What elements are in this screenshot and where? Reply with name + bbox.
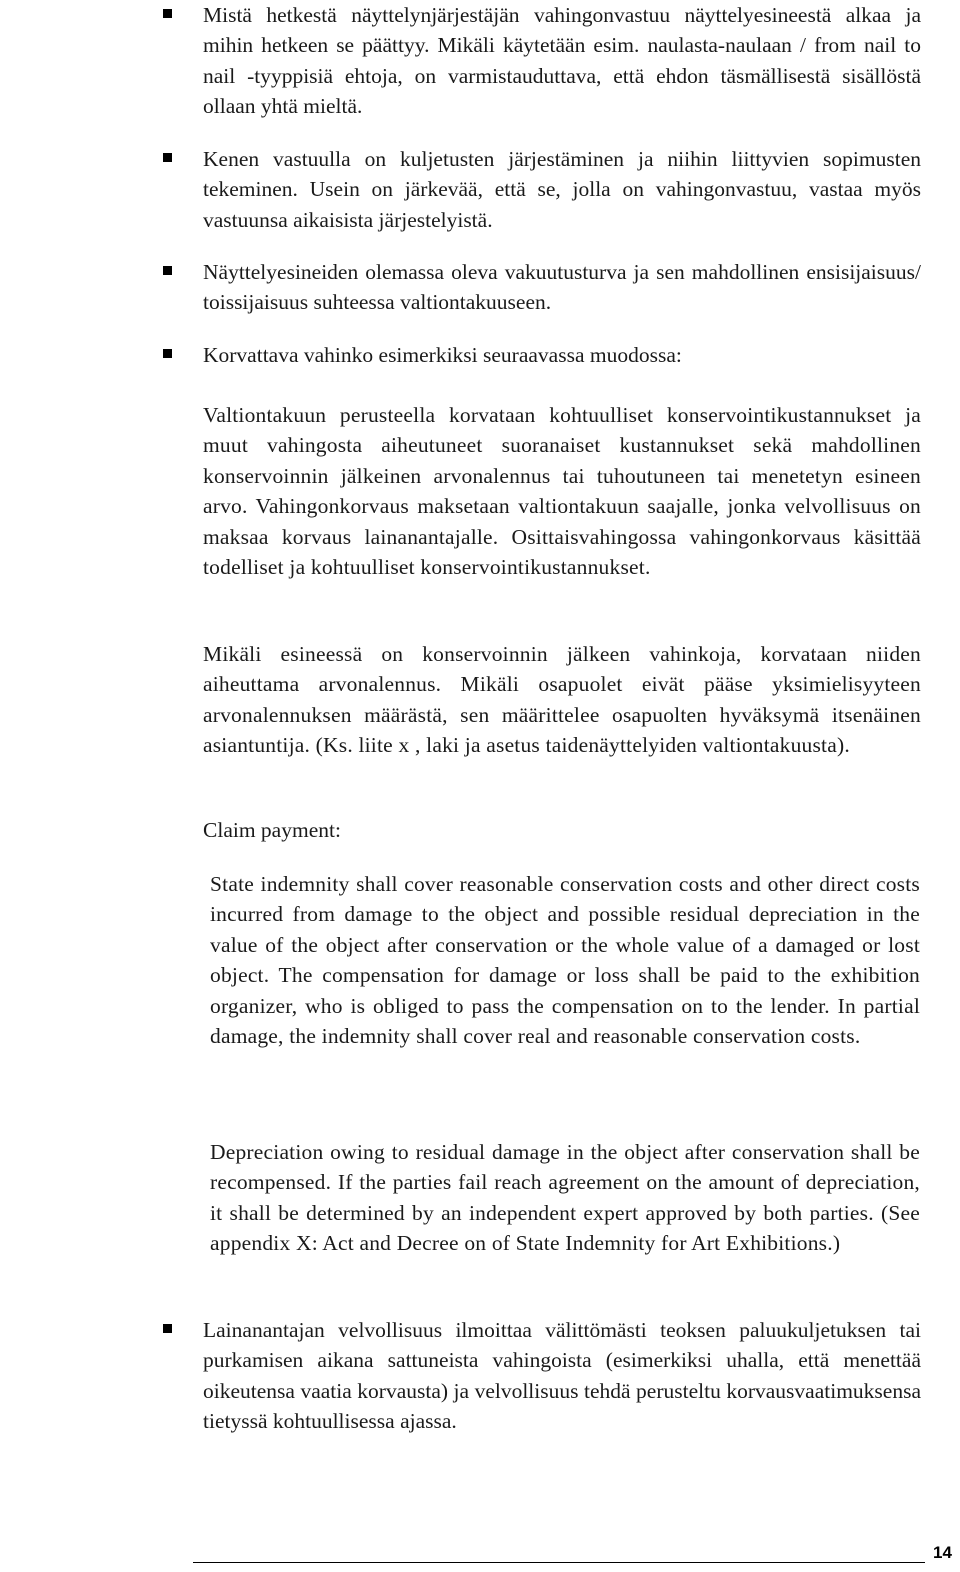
claim-payment-label: Claim payment: bbox=[203, 818, 341, 842]
finnish-paragraph-compensation: Valtiontakuun perusteella korvataan kohtuulliset konservointikustannukset ja muut vahingosta aiheutuneet suoranaiset kustannukset sekä mahdollinen konservoinnin jälkeinen arvonalennus tai tuhoutuneen tai menetetyn esineen arvo. Vahingonkorvaus maksetaan valtiontakuun saajalle, jonka velvollisuus on maksaa korvaus lainanantajalle. Osittaisvahingossa vahingonkorvaus käsittää todelliset ja kohtuulliset konservointikustannukset. bbox=[203, 403, 921, 580]
bullet-square-icon bbox=[163, 349, 172, 358]
bullet-square-icon bbox=[163, 1324, 172, 1333]
english-paragraph-indemnity: State indemnity shall cover reasonable conservation costs and other direct costs incurred from damage to the object and possible residual depreciation in the value of the object after conservation or the whole value of a damaged or lost object. The compensation for damage or loss shall be paid to the exhibition organizer, who is obliged to pass the compensation on to the lender. In partial damage, the indemnity shall cover real and reasonable conservation costs. bbox=[210, 872, 920, 1049]
page-number: 14 bbox=[933, 1543, 952, 1562]
bullet-square-icon bbox=[163, 266, 172, 275]
bullet-item-liability-period: Mistä hetkestä näyttelynjärjestäjän vahingonvastuu näyttelyesineestä alkaa ja mihin hetkeen se päättyy. Mikäli käytetään esim. naulasta-naulaan / from nail to nail -tyyppisiä ehtoja, on varmistauduttava, että ehdon täsmällisestä sisällöstä ollaan yhtä mieltä. bbox=[203, 3, 921, 119]
finnish-paragraph-depreciation: Mikäli esineessä on konservoinnin jälkeen vahinkoja, korvataan niiden aiheuttama arvonalennus. Mikäli osapuolet eivät pääse yksimielisyyteen arvonalennuksen määrästä, sen määrittelee osapuolten hyväksymä itsenäinen asiantuntija. (Ks. liite x , laki ja asetus taidenäyttelyiden valtiontakuusta). bbox=[203, 642, 921, 758]
bullet-square-icon bbox=[163, 9, 172, 18]
bullet-item-insurance: Näyttelyesineiden olemassa oleva vakuutusturva ja sen mahdollinen ensisijaisuus/ toissijaisuus suhteessa valtiontakuuseen. bbox=[203, 260, 921, 315]
bullet-square-icon bbox=[163, 153, 172, 162]
english-paragraph-depreciation: Depreciation owing to residual damage in the object after conservation shall be recompensed. If the parties fail reach agreement on the amount of depreciation, it shall be determined by an independent expert approved by both parties. (See appendix X: Act and Decree on of State Indemnity for Art Exhibitions.) bbox=[210, 1140, 920, 1256]
bullet-item-lender-obligation: Lainanantajan velvollisuus ilmoittaa välittömästi teoksen paluukuljetuksen tai purkamisen aikana sattuneista vahingoista (esimerkiksi uhalla, että menettää oikeutensa vaatia korvausta) ja velvollisuus tehdä perusteltu korvausvaatimuksensa tietyssä kohtuullisessa ajassa. bbox=[203, 1318, 921, 1434]
bullet-item-transport: Kenen vastuulla on kuljetusten järjestäminen ja niihin liittyvien sopimusten tekeminen. Usein on järkevää, että se, jolla on vahingonvastuu, vastaa myös vastuunsa aikaisista järjestelyistä. bbox=[203, 147, 921, 232]
bullet-item-compensable-damage: Korvattava vahinko esimerkiksi seuraavassa muodossa: bbox=[203, 343, 682, 367]
footer-rule bbox=[193, 1562, 925, 1563]
